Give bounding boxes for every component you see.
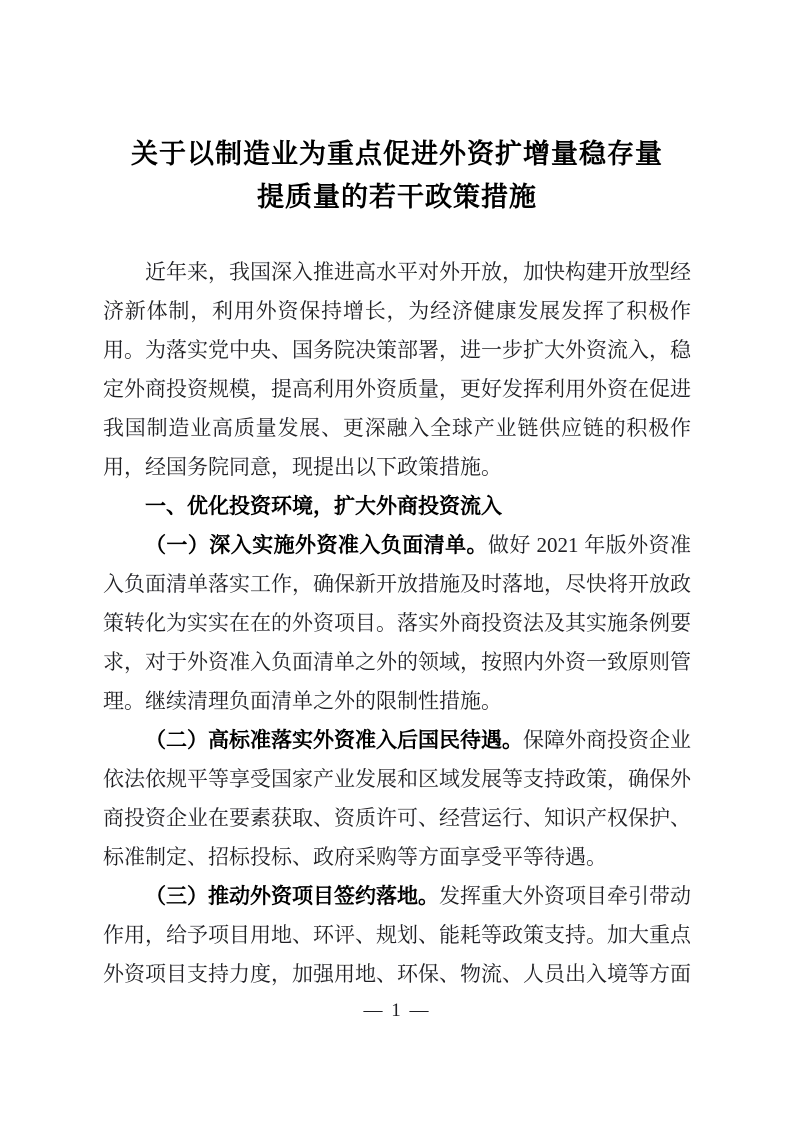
policy-item-2-text: 保障外商投资企业依法依规平等享受国家产业发展和区域发展等支持政策，确保外商投资企业在要素获取、资质许可、经营运行、知识产权保护、标准制定、招标投标、政府采购等方面享受平等待遇。 xyxy=(103,728,691,869)
policy-item-1-lead: （一）深入实施外资准入负面清单。 xyxy=(145,533,488,557)
policy-item-3-lead: （三）推动外资项目签约落地。 xyxy=(145,884,439,908)
policy-item-3 xyxy=(103,877,691,994)
document-title xyxy=(60,133,734,219)
document-title-line-2: 提质量的若干政策措施 xyxy=(257,182,537,212)
policy-item-1-text: 做好 2021 年版外资准入负面清单落实工作，确保新开放措施及时落地，尽快将开放政策转化为实实在在的外资项目。落实外商投资法及其实施条例要求，对于外资准入负面清单之外的领域，按照内外资一致原则管理。继续清理负面清单之外的限制性措施。 xyxy=(103,533,691,713)
page-number: — 1 — xyxy=(363,1000,431,1021)
policy-item-3-text: 发挥重大外资项目牵引带动作用，给予项目用地、环评、规划、能耗等政策支持。加大重点外资项目支持力度，加强用地、环保、物流、人员出入境等方面 xyxy=(103,884,691,986)
document-title-line-1: 关于以制造业为重点促进外资扩增量稳存量 xyxy=(131,139,663,169)
document-body xyxy=(103,253,691,994)
intro-paragraph: 近年来，我国深入推进高水平对外开放，加快构建开放型经济新体制，利用外资保持增长，为经济健康发展发挥了积极作用。为落实党中央、国务院决策部署，进一步扩大外资流入，稳定外商投资规模，提高利用外资质量，更好发挥利用外资在促进我国制造业高质量发展、更深融入全球产业链供应链的积极作用，经国务院同意，现提出以下政策措施。 xyxy=(103,260,691,479)
policy-item-2 xyxy=(103,721,691,877)
section-1-heading: 一、优化投资环境，扩大外商投资流入 xyxy=(145,495,502,518)
policy-item-1 xyxy=(103,526,691,721)
policy-item-2-lead: （二）高标准落实外资准入后国民待遇。 xyxy=(145,728,523,752)
